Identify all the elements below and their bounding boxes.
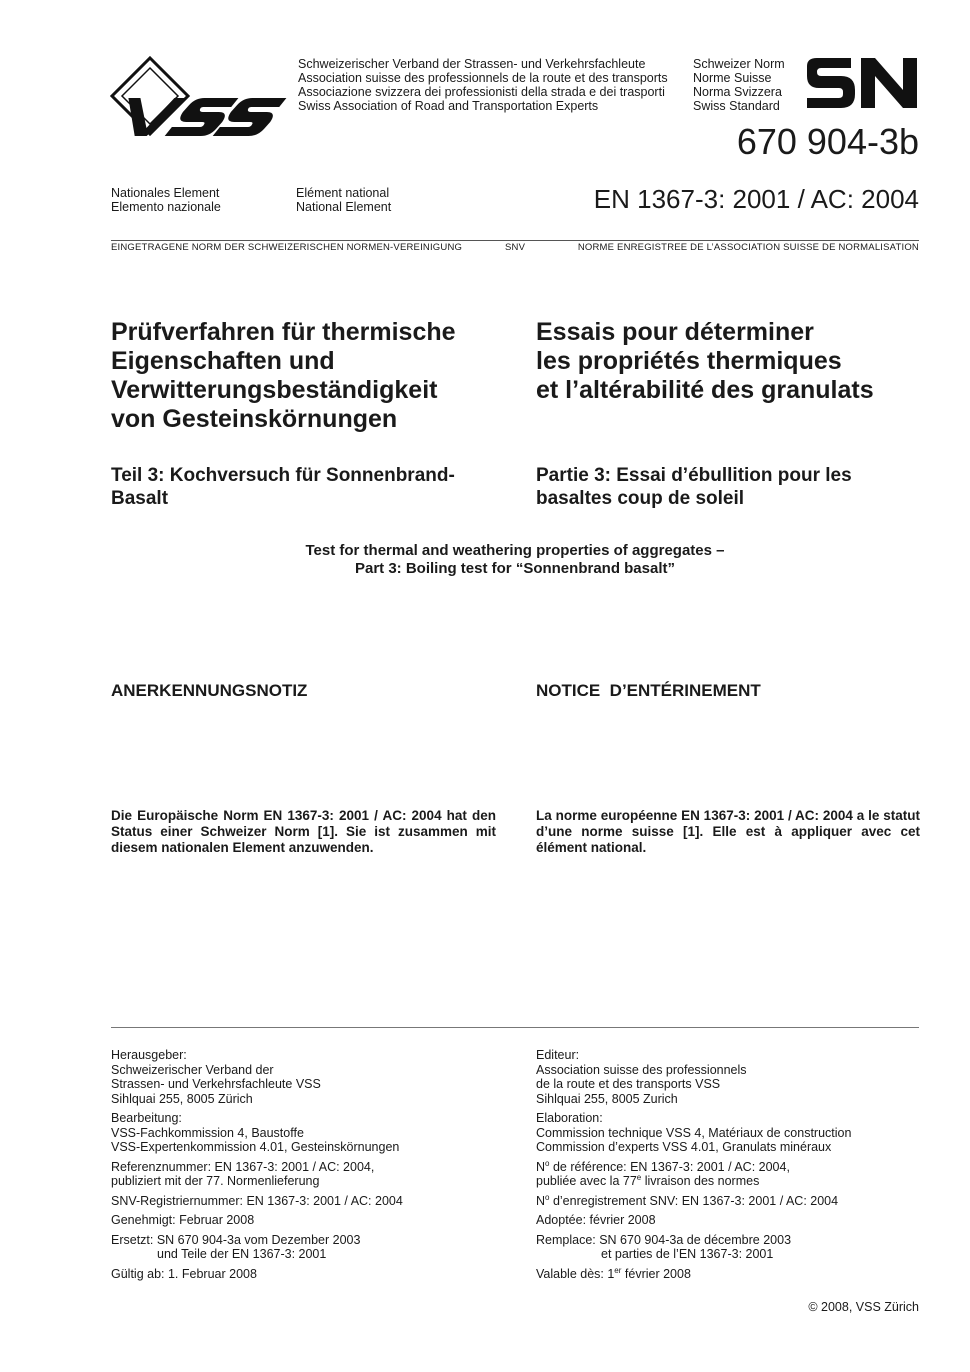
part-title-line: Partie 3: Essai d’ébullition pour les	[536, 465, 852, 486]
sn-logo	[803, 58, 919, 108]
part-title-line: basaltes coup de soleil	[536, 488, 745, 509]
replaces-block	[536, 1233, 920, 1262]
standard-name: Swiss Standard	[693, 99, 780, 113]
vss-logo	[110, 56, 290, 140]
association-line: Association suisse des professionnels de la route et des transports	[298, 71, 668, 85]
valid-from	[536, 1267, 920, 1282]
notice-text-de: Die Europäische Norm EN 1367-3: 2001 / AC: 2004 hat den Status einer Schweizer Norm [1]. Sie ist zusammen mit diesem nationalen Element anzuwenden.	[111, 808, 496, 855]
footer-text: livraison des normes	[641, 1174, 760, 1188]
part-title-de	[111, 464, 496, 510]
title-line: Verwitterungsbeständigkeit	[111, 376, 438, 404]
footer-line: Bearbeitung:	[111, 1111, 182, 1125]
publisher-block	[111, 1048, 496, 1106]
title-de	[111, 318, 496, 434]
national-element-label: Elemento nazionale	[111, 200, 221, 214]
standard-name: Norme Suisse	[693, 71, 772, 85]
publisher-block	[536, 1048, 920, 1106]
footer-text: de référence: EN 1367-3: 2001 / AC: 2004,	[549, 1159, 790, 1174]
title-en-line: Part 3: Boiling test for “Sonnenbrand basalt”	[354, 560, 676, 577]
footer-line: Ersetzt: SN 670 904-3a vom Dezember 2003	[111, 1232, 361, 1247]
association-line: Schweizerischer Verband der Strassen- und Verkehrsfachleute	[298, 57, 646, 71]
part-title-line: Basalt	[111, 488, 169, 509]
footer-text: N	[536, 1193, 546, 1208]
copyright: © 2008, VSS Zürich	[808, 1300, 919, 1314]
national-element-label: Elément national	[296, 186, 390, 200]
footer-line: Elaboration:	[536, 1111, 603, 1125]
footer-text: février 2008	[621, 1266, 691, 1281]
footer-line: de la route et des transports VSS	[536, 1077, 721, 1091]
association-line: Swiss Association of Road and Transportation Experts	[298, 99, 599, 113]
footer-line: Sihlquai 255, 8005 Zürich	[111, 1091, 253, 1106]
title-en	[111, 542, 919, 578]
footer-line: Editeur:	[536, 1048, 580, 1062]
footer-text: Valable dès: 1	[536, 1266, 615, 1281]
footer-text: N	[536, 1159, 546, 1174]
footer-line: VSS-Expertenkommission 4.01, Gesteinskörnungen	[111, 1140, 400, 1154]
replaces-block	[111, 1233, 496, 1262]
footer-line: Commission technique VSS 4, Matériaux de construction	[536, 1125, 852, 1140]
association-line: Associazione svizzera dei professionisti della strada e dei trasporti	[298, 85, 665, 99]
registration-left: EINGETRAGENE NORM DER SCHWEIZERISCHEN NORMEN-VEREINIGUNG	[111, 242, 463, 253]
snv-number: SNV-Registriernummer: EN 1367-3: 2001 / AC: 2004	[111, 1193, 403, 1208]
title-line: von Gesteinskörnungen	[111, 405, 398, 433]
title-line: Prüfverfahren für thermische	[111, 318, 456, 346]
footer-line: und Teile der EN 1367-3: 2001	[157, 1247, 327, 1261]
title-line: et l’altérabilité des granulats	[536, 376, 874, 404]
standard-name: Norma Svizzera	[693, 85, 782, 99]
editing-block	[111, 1111, 496, 1155]
part-title-line: Teil 3: Kochversuch für Sonnenbrand-	[111, 465, 455, 486]
footer-text: publiée avec la 77	[536, 1174, 637, 1188]
editing-block	[536, 1111, 920, 1155]
footer-line: Commission d’experts VSS 4.01, Granulats minéraux	[536, 1140, 832, 1154]
superscript: o	[545, 1158, 550, 1168]
notice-heading-de: ANERKENNUNGSNOTIZ	[111, 681, 308, 700]
footer-line: Remplace: SN 670 904-3a de décembre 2003	[536, 1232, 792, 1247]
valid-from: Gültig ab: 1. Februar 2008	[111, 1266, 257, 1281]
national-element-label: National Element	[296, 200, 392, 214]
footer-line: Association suisse des professionnels	[536, 1062, 747, 1077]
notice-text-fr: La norme européenne EN 1367-3: 2001 / AC: 2004 a le statut d’une norme suisse [1]. Elle est à appliquer avec cet élément national.	[536, 808, 920, 855]
notice-heading-fr: NOTICE D’ENTÉRINEMENT	[536, 681, 761, 700]
approved-date: Adoptée: février 2008	[536, 1213, 656, 1227]
superscript: e	[636, 1172, 642, 1182]
reference-block	[536, 1160, 920, 1189]
standard-names	[693, 57, 785, 113]
snv-number	[536, 1194, 920, 1209]
footer-line: Herausgeber:	[111, 1048, 187, 1062]
association-names	[298, 57, 668, 113]
footer-line: VSS-Fachkommission 4, Baustoffe	[111, 1125, 304, 1140]
registration-right: NORME ENREGISTREE DE L’ASSOCIATION SUISSE DE NORMALISATION	[577, 242, 919, 253]
document-number: 670 904-3b	[736, 121, 919, 162]
part-title-fr	[536, 464, 920, 510]
superscript: er	[614, 1265, 622, 1275]
national-element-labels-left	[111, 186, 221, 214]
footer-line: et parties de l’EN 1367-3: 2001	[601, 1247, 774, 1261]
footer-fr	[536, 1048, 920, 1286]
national-element-label: Nationales Element	[111, 186, 220, 200]
en-reference: EN 1367-3: 2001 / AC: 2004	[593, 184, 919, 214]
footer-line: Referenznummer: EN 1367-3: 2001 / AC: 2004,	[111, 1159, 375, 1174]
footer-line: Sihlquai 255, 8005 Zurich	[536, 1091, 678, 1106]
title-line: Essais pour déterminer	[536, 318, 814, 346]
approved-date: Genehmigt: Februar 2008	[111, 1213, 255, 1227]
reference-block	[111, 1160, 496, 1189]
standard-name: Schweizer Norm	[693, 57, 785, 71]
footer-line: Schweizerischer Verband der	[111, 1062, 274, 1077]
footer-line: Strassen- und Verkehrsfachleute VSS	[111, 1077, 321, 1091]
title-line: Eigenschaften und	[111, 347, 335, 375]
footer-line: publiziert mit der 77. Normenlieferung	[111, 1174, 320, 1188]
registration-divider	[111, 240, 919, 241]
national-element-labels-right	[296, 186, 391, 214]
title-fr	[536, 318, 920, 405]
footer-text: d’enregistrement SNV: EN 1367-3: 2001 / AC: 2004	[549, 1193, 839, 1208]
footer-de	[111, 1048, 496, 1286]
superscript: o	[545, 1192, 550, 1202]
registration-snv: SNV	[505, 242, 526, 253]
title-en-line: Test for thermal and weathering properties of aggregates –	[305, 542, 725, 559]
title-line: les propriétés thermiques	[536, 347, 842, 375]
footer-divider	[111, 1027, 919, 1028]
